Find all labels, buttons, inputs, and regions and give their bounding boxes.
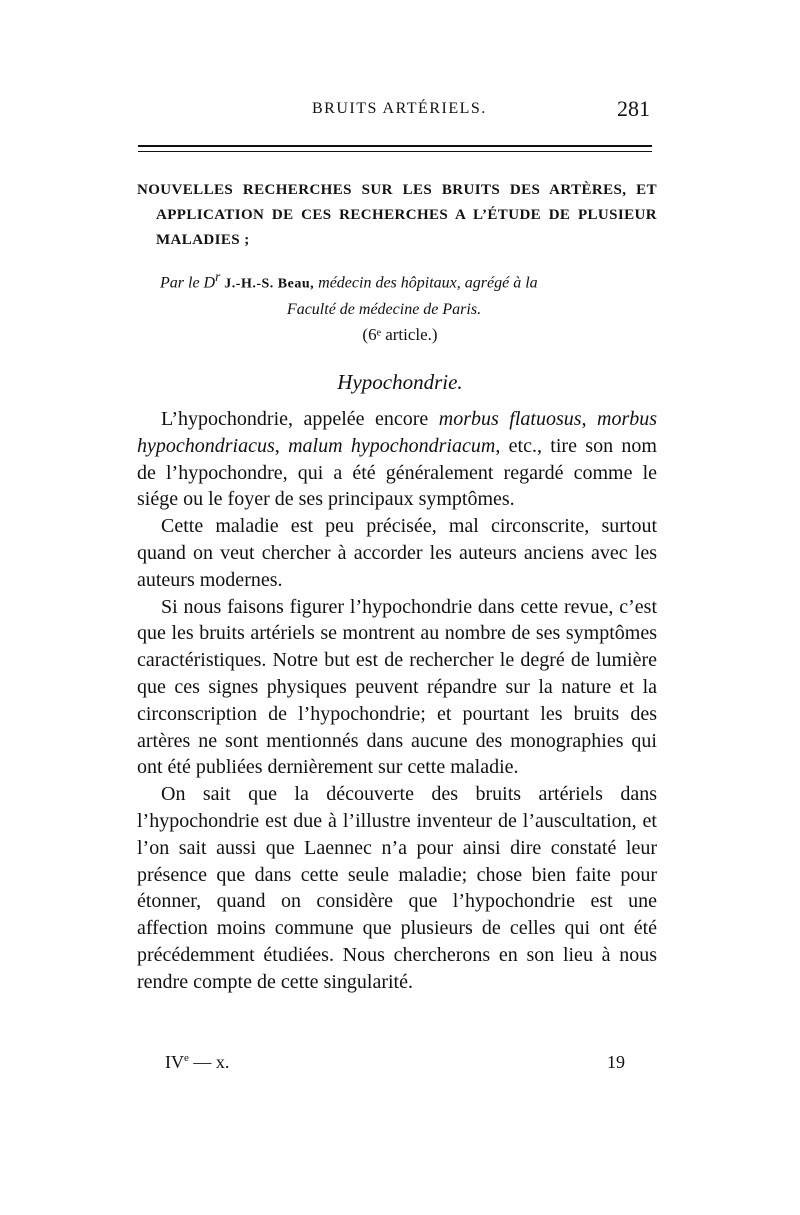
paragraph-1 — [137, 406, 657, 513]
p1-sep-1: , — [581, 408, 597, 430]
byline — [160, 264, 650, 323]
signature-mark — [165, 1052, 229, 1073]
p1-sep-2: , — [274, 434, 289, 457]
p1-text-end: , etc., tire son nom de l’hypochondre, qui a été généralement regardé comme le siége ou le foyer de ses principaux symptômes. — [137, 434, 657, 511]
signature-sup: e — [184, 1052, 189, 1064]
body-text — [137, 406, 657, 996]
section-heading: Hypochondrie. — [337, 370, 463, 394]
article-title-line-3: MALADIES ; — [156, 232, 250, 248]
author-name: J.-H.-S. Beau, — [224, 276, 315, 292]
paragraph-4: On sait que la découverte des bruits artériels dans l’hypochondrie est due à l’illustre inventeur de l’auscultation, et l’on sait aussi que Laennec n’a pour ainsi dire constaté leur présence que dans cette seule maladie; chose bien faite pour étonner, quand on considère que l’hypochondrie est une affection moins commune que plusieurs de celles qui ont été précédemment étudiées. Nous chercherons en son lieu à nous rendre compte de cette singularité. — [137, 783, 657, 993]
header-rule-thick — [138, 145, 652, 147]
running-title: BRUITS ARTÉRIELS. — [312, 100, 487, 117]
p1-text-start: L’hypochondrie, appelée encore — [161, 408, 439, 430]
paragraph-2: Cette maladie est peu précisée, mal circonscrite, surtout quand on veut chercher à accorder les auteurs anciens avec les auteurs modernes. — [137, 515, 657, 591]
signature-prefix: IV — [165, 1052, 184, 1072]
article-number: (6ᵉ article.) — [362, 325, 438, 344]
article-title-line-1: NOUVELLES RECHERCHES SUR LES BRUITS DES ARTÈRES, ET — [137, 182, 657, 198]
article-title — [137, 178, 657, 253]
byline-prefix: Par le D — [160, 274, 216, 292]
article-title-line-2: APPLICATION DE CES RECHERCHES A L’ÉTUDE DE PLUSIEUR — [156, 207, 657, 223]
author-faculty: Faculté de médecine de Paris. — [286, 301, 482, 319]
byline-sup: r — [215, 269, 221, 284]
p1-term-3: malum hypochondriacum — [288, 434, 496, 457]
signature-suffix: — x. — [188, 1052, 230, 1072]
page-footer — [165, 1052, 625, 1082]
p1-term-2: morbus hypochondriacus — [137, 408, 658, 457]
page-number: 281 — [617, 96, 650, 121]
paragraph-3: Si nous faisons figurer l’hypochondrie dans cette revue, c’est que les bruits artériels se montrent au nombre de ses symptômes caractéristiques. Notre but est de rechercher le degré de lumière que ces signes physiques peuvent répandre sur la nature et la circonscription de l’hypochondrie; et pourtant les bruits des artères ne sont mentionnés dans aucune des monographies qui ont été publiées dernièrement sur cette maladie. — [137, 595, 657, 779]
p1-term-1: morbus flatuosus — [438, 408, 582, 430]
header-rule-thin — [138, 151, 652, 152]
author-affiliation: médecin des hôpitaux, agrégé à la — [318, 274, 538, 292]
running-head — [140, 96, 650, 126]
sheet-number: 19 — [607, 1052, 625, 1072]
